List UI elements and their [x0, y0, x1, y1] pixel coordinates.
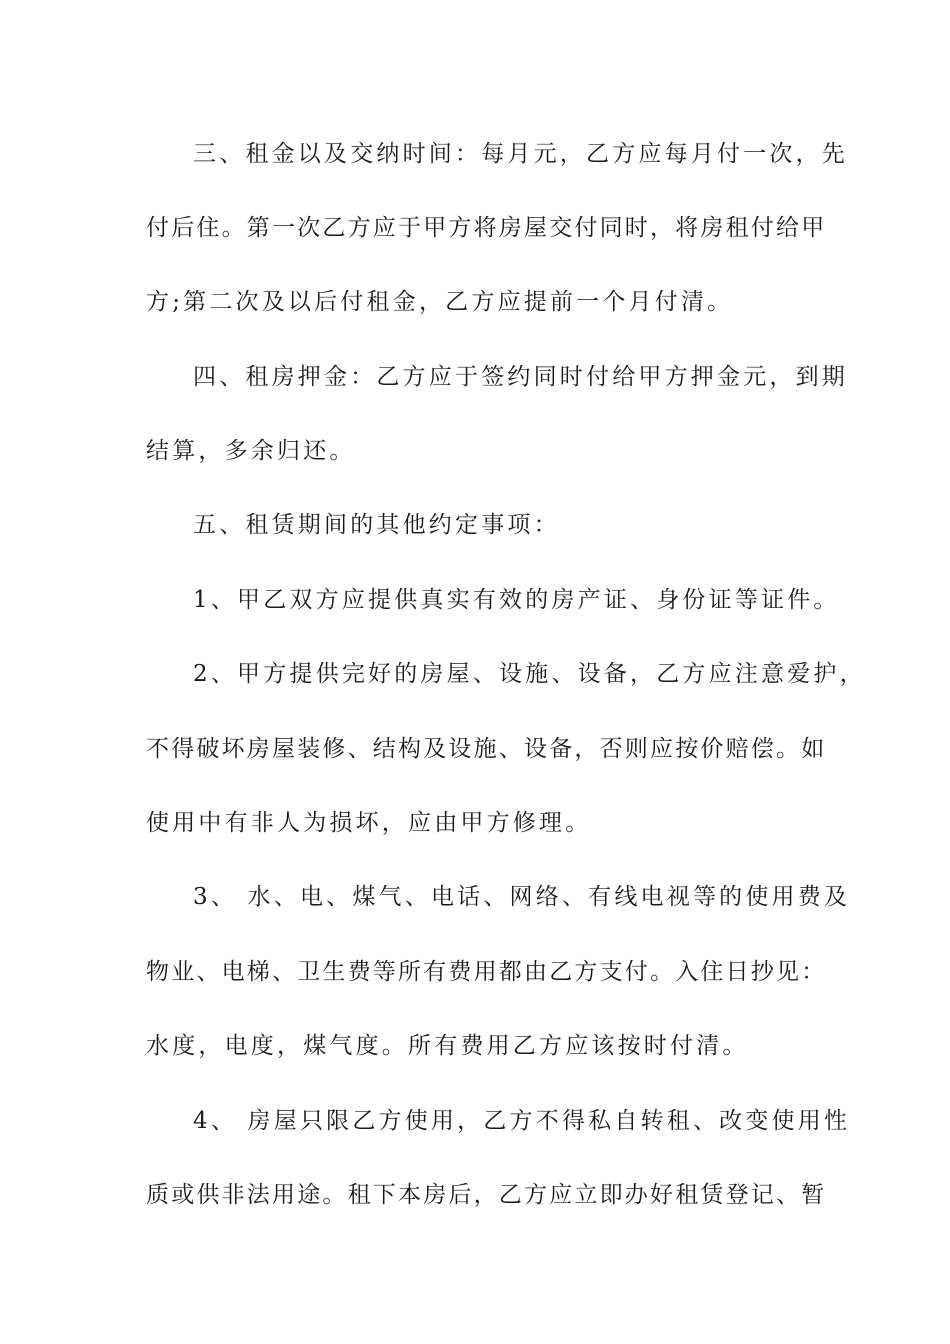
- text-line: 付后住。第一次乙方应于甲方将房屋交付同时，将房租付给甲: [146, 215, 827, 241]
- text-line: 使用中有非人为损坏，应由甲方修理。: [146, 810, 592, 836]
- text-line: 五、租赁期间的其他约定事项：: [193, 512, 560, 538]
- text-line: 4、 房屋只限乙方使用，乙方不得私自转租、改变使用性: [193, 1108, 851, 1134]
- text-line: 物业、电梯、卫生费等所有费用都由乙方支付。入住日抄见：: [146, 959, 827, 985]
- text-line: 3、 水、电、煤气、电话、网络、有线电视等的使用费及: [193, 884, 851, 910]
- text-line: 不得破坏房屋装修、结构及设施、设备，否则应按价赔偿。如: [146, 736, 827, 762]
- text-line: 2、甲方提供完好的房屋、设施、设备，乙方应注意爱护，: [193, 661, 866, 687]
- text-line: 三、租金以及交纳时间：每月元，乙方应每月付一次，先: [193, 141, 848, 167]
- text-line: 四、租房押金：乙方应于签约同时付给甲方押金元，到期: [193, 364, 848, 390]
- text-line: 结算，多余归还。: [146, 438, 356, 464]
- text-line: 质或供非法用途。租下本房后，乙方应立即办好租赁登记、暂: [146, 1182, 827, 1208]
- text-line: 水度，电度，煤气度。所有费用乙方应该按时付清。: [146, 1033, 749, 1059]
- text-line: 1、甲乙双方应提供真实有效的房产证、身份证等证件。: [193, 587, 840, 613]
- text-line: 方;第二次及以后付租金，乙方应提前一个月付清。: [146, 289, 734, 315]
